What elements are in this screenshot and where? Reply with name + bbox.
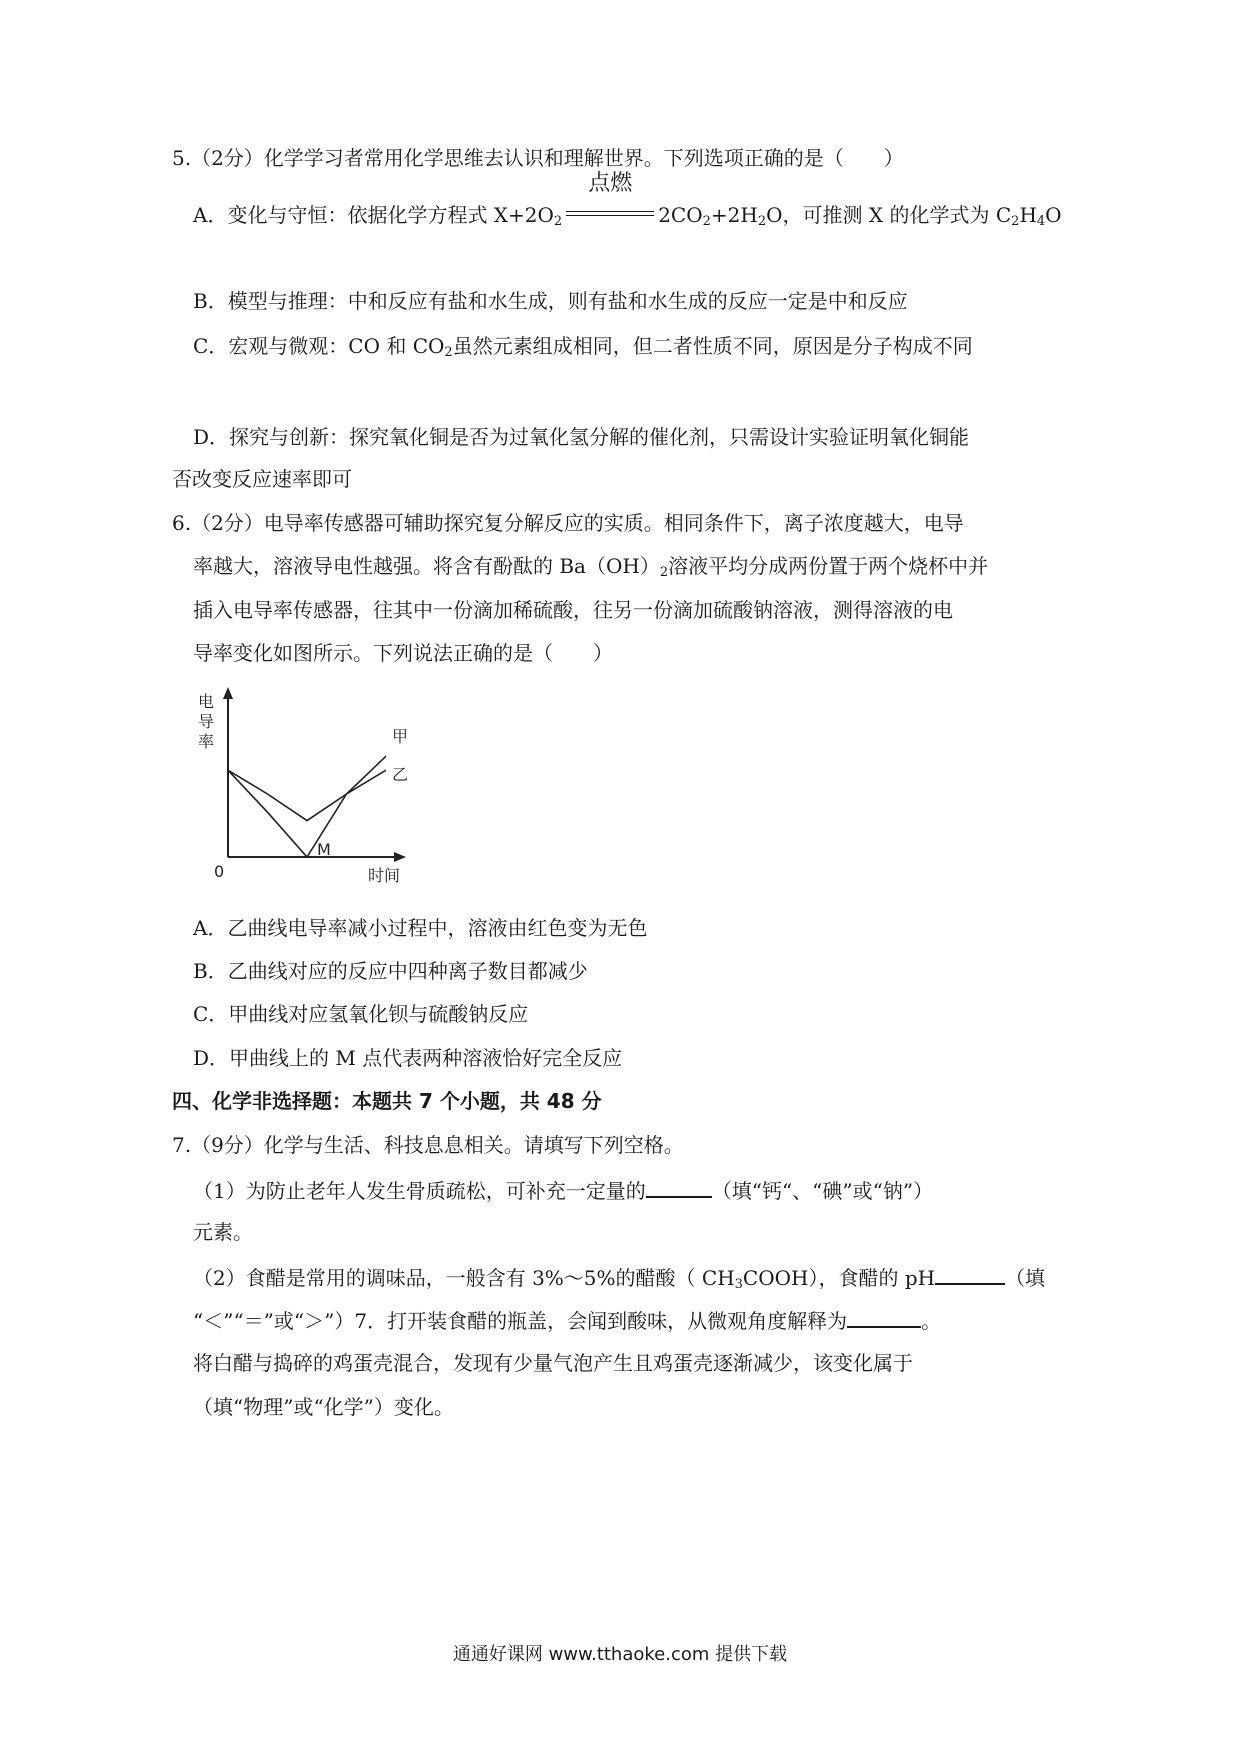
q5-option-d-line1: D．探究与创新：探究氧化铜是否为过氧化氢分解的催化剂，只需设计实验证明氧化铜能 — [193, 425, 970, 449]
x-axis-arrow — [394, 852, 406, 862]
series-line-yi — [228, 770, 386, 857]
q7-part2: （2）食醋是常用的调味品，一般含有 3%～5%的醋酸（ $CH_3COOH$），食醋的 pH （填 — [193, 1263, 1045, 1298]
q7-part2-line3: 将白醋与捣碎的鸡蛋壳混合，发现有少量气泡产生且鸡蛋壳逐渐减少，该变化属于 — [193, 1351, 913, 1375]
y-axis-arrow — [223, 687, 233, 699]
q7-part2-line2: “＜”“＝”或“＞”）7．打开装食醋的瓶盖，会闻到酸味，从微观角度解释为 。 — [193, 1306, 941, 1334]
q6-line1: 6.（2分）电导率传感器可辅助探究复分解反应的实质。相同条件下，离子浓度越大，电导 — [172, 511, 964, 535]
answer-blank[interactable] — [847, 1306, 921, 1328]
q6-line4: 导率变化如图所示。下列说法正确的是（ ） — [193, 641, 613, 665]
q7-stem: 7.（9分）化学与生活、科技息息相关。请填写下列空格。 — [172, 1133, 684, 1157]
x-axis-label: 时间 — [368, 866, 401, 885]
conductivity-chart — [190, 685, 420, 895]
series-line-jia — [228, 756, 386, 820]
point-m-label: M — [317, 840, 331, 859]
answer-blank[interactable] — [935, 1263, 1005, 1285]
series-label: 甲 — [392, 727, 409, 747]
origin-label: 0 — [214, 862, 225, 881]
q7-part1: （1）为防止老年人发生骨质疏松，可补充一定量的 （填“钙“、“碘”或“钠”） — [193, 1176, 933, 1204]
section-heading: 四、化学非选择题：本题共 7 个小题，共 48 分 — [172, 1089, 602, 1113]
series-label: 乙 — [392, 765, 409, 785]
q6-option-b: B．乙曲线对应的反应中四种离子数目都减少 — [193, 959, 588, 983]
q6-line2: 率越大，溶液导电性越强。将含有酚酞的 $Ba(OH)_2$溶液平均分成两份置于两个烧杯中并 — [193, 554, 989, 580]
q5-option-d-line2: 否改变反应速率即可 — [172, 467, 352, 491]
q6-option-d: D．甲曲线上的 M 点代表两种溶液恰好完全反应 — [193, 1046, 623, 1070]
q5-stem: 5.（2分）化学学习者常用化学思维去认识和理解世界。下列选项正确的是（ ） — [172, 146, 904, 170]
q6-option-a: A．乙曲线电导率减小过程中，溶液由红色变为无色 — [193, 916, 648, 940]
answer-blank[interactable] — [646, 1176, 712, 1198]
y-axis-label: 电 — [198, 692, 215, 711]
footer-source: 通通好课网 www.tthaoke.com 提供下载 — [452, 1644, 788, 1665]
q7-part1-end: 元素。 — [193, 1220, 253, 1244]
q7-part2-line4: （填“物理”或“化学”）变化。 — [193, 1395, 454, 1419]
q5-option-c: C．宏观与微观：CO 和 $CO_2$虽然元素组成相同，但二者性质不同，原因是分子构成不同 — [193, 334, 973, 360]
q6-option-c: C．甲曲线对应氢氧化钡与硫酸钠反应 — [193, 1002, 529, 1026]
q6-line3: 插入电导率传感器，往其中一份滴加稀硫酸，往另一份滴加硫酸钠溶液，测得溶液的电 — [193, 598, 953, 622]
q5-option-b: B．模型与推理：中和反应有盐和水生成，则有盐和水生成的反应一定是中和反应 — [193, 289, 908, 313]
y-axis-label: 导 — [198, 712, 215, 731]
q5-option-a: A．变化与守恒：依据化学方程式 $X+2O_2$ 点燃 $2CO_2+2H_2O$，可推测 X 的化学式为 $C_2H_4O$ — [193, 171, 1062, 229]
y-axis-label: 率 — [198, 732, 215, 751]
reaction-condition-arrow: 点燃 — [562, 196, 658, 222]
